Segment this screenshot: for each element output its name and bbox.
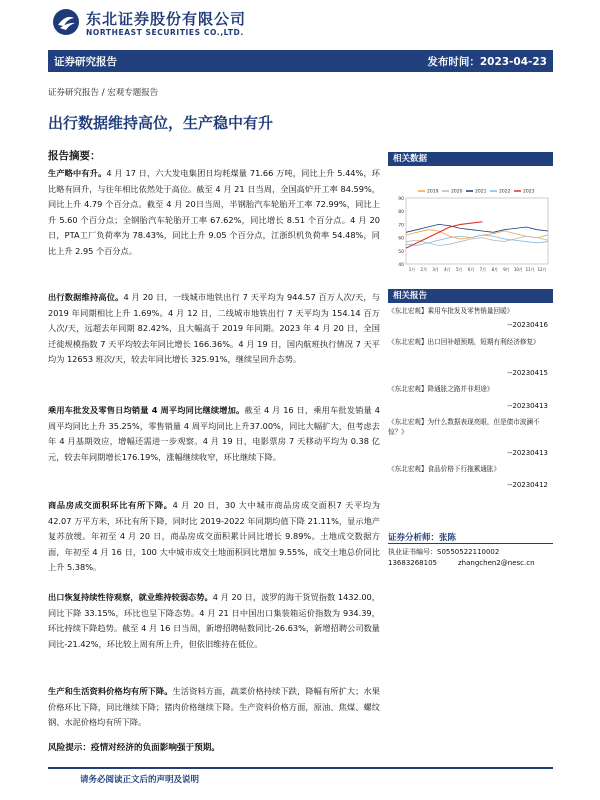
- related-report-item[interactable]: 《东北宏观】乘用车批发及零售销量回暖》: [388, 307, 514, 315]
- x-tick-label: 1月: [408, 267, 416, 272]
- related-data-heading: 相关数据: [388, 152, 553, 166]
- x-tick-label: 3月: [432, 267, 439, 272]
- paragraph-exports: [48, 590, 380, 652]
- paragraph-production: [48, 166, 380, 260]
- legend-label: 2022: [499, 189, 511, 195]
- company-name-en: NORTHEAST SECURITIES CO.,LTD.: [86, 28, 244, 37]
- related-report-item[interactable]: 《东北宏观】为什么数据表现亮眼，但是债市波澜不惊？》: [388, 418, 540, 436]
- paragraph-body: 4 月 20 日，波罗的海干货贸指数 1432.00，同比下降 33.15%，环比也呈下降态势。4 月 21 日中国出口集装箱运价指数为 934.39，环比持续下降趋势。截至 4 月 16 日当周，新增招聘帖数同比-26.63%，新增招聘公司数量同比-21.42%，环比较上周有所上升，但依旧维持在低位。: [48, 592, 380, 649]
- legend-label: 2023: [523, 189, 535, 195]
- risk-warning: 风险提示：疫情对经济的负面影响强于预期。: [48, 743, 220, 753]
- related-report-item[interactable]: 《东北宏观】降通胀之路并非坦途》: [388, 385, 494, 393]
- related-report-date: --20230413: [507, 402, 548, 410]
- y-tick-label: 60: [398, 236, 404, 242]
- x-tick-label: 7月: [479, 267, 487, 272]
- analyst-name: 证券分析师：张陈: [388, 533, 457, 543]
- y-tick-label: 70: [398, 223, 404, 229]
- y-tick-label: 80: [398, 210, 404, 216]
- x-tick-label: 10月: [513, 267, 523, 272]
- banner-report-type: 证券研究报告: [54, 56, 117, 68]
- paragraph-travel: [48, 290, 380, 368]
- footer-disclaimer: 请务必阅读正文后的声明及说明: [80, 775, 200, 785]
- legend-label: 2021: [475, 189, 487, 195]
- analyst-license: 执业证书编号：S0550522110002: [388, 548, 500, 556]
- legend-label: 2020: [451, 189, 463, 195]
- paragraph-body: 4 月 20 日，一线城市地铁出行 7 天平均为 944.57 百万人次/天，与 2019 年同期相比上升 1.69%。4 月 12 日，二线城市地铁出行 7 天平均为 154.14 百万人次/天，远超去年同期 82.42%，且大幅高于 2019 年同期。2023 年 4 月 20 日，全国迁徙规模指数 7 天平均较去年同比增长 166.36%。4 月 19 日，国内航班执行情况 7 天平均为 12653 班次/天，较去年同比增长 325.91%，继续呈回升态势。: [48, 292, 380, 365]
- page-title: 出行数据维持高位，生产稳中有升: [48, 114, 274, 132]
- company-name-cn: 东北证券股份有限公司: [86, 10, 247, 28]
- paragraph-body: 生活资料方面，蔬菜价格持续下跌，降幅有所扩大；水果价格环比下降，同比继续下降；猪肉价格继续下降。生产资料价格方面，原油、焦煤、螺纹钢、水泥价格均有所下降。: [48, 686, 380, 728]
- report-banner: [48, 50, 553, 72]
- series-line-2021: [406, 224, 548, 232]
- company-logo-icon: [52, 8, 80, 36]
- analyst-email: zhangchen2@nesc.cn: [458, 559, 535, 567]
- breadcrumb: 证券研究报告 / 宏观专题报告: [48, 88, 159, 98]
- paragraph-body: 4 月 20 日，30 大中城市商品房成交面积7 天平均为 42.07 万平方米，环比有所下降，同时比 2019-2022 年同期均值下降 21.11%，显示地产复苏放缓。年初至 4 月 20 日，商品房成交面积累计同比增长 9.89%。土地成交数据方面，年初至 4 月 16 日，100 大中城市成交土地面积同比增加 9.55%，成交土地总价同比上升 5.38%。: [48, 500, 380, 573]
- related-report-date: --20230412: [507, 481, 548, 489]
- analyst-divider: [388, 543, 553, 544]
- paragraph-lead: 乘用车批发及零售日均销量 4 周平均同比继续增加。: [48, 405, 245, 415]
- related-report-date: --20230416: [507, 321, 548, 329]
- paragraph-lead: 商品房成交面积环比有所下降。: [48, 500, 173, 510]
- x-tick-label: 9月: [503, 267, 510, 272]
- banner-publish-date: 发布时间：2023-04-23: [427, 56, 547, 68]
- paragraph-body: 4 月 17 日，六大发电集团日均耗煤量 71.66 万吨，同比上升 5.44%，环比略有回升，与往年相比依然处于高位。截至 4 月 21 日当周，全国高炉开工率 84.59%，同比上升 4.79 个百分点。截至 4 月 20日当周，半钢胎汽车轮胎开工率 72.99%，同比上升 5.60 个百分点；全钢胎汽车轮胎开工率 67.62%，同比增长 8.51 个百分点。4 月 20 日，PTA工厂负荷率为 78.43%，同比上升 9.05 个百分点，江浙织机负荷率 54.48%，同比上升 2.95 个百分点。: [48, 168, 380, 256]
- related-report-date: --20230413: [507, 449, 548, 457]
- paragraph-prices: [48, 684, 380, 731]
- y-tick-label: 50: [398, 249, 404, 255]
- paragraph-lead: 生产略中有升。: [48, 168, 107, 178]
- summary-heading: 报告摘要：: [48, 150, 101, 162]
- x-tick-label: 12月: [537, 267, 547, 272]
- x-tick-label: 4月: [444, 267, 451, 272]
- legend-label: 2019: [427, 189, 439, 195]
- related-reports-heading: 相关报告: [388, 289, 553, 303]
- paragraph-lead: 出行数据维持高位。: [48, 292, 124, 302]
- analyst-phone: 13683268105: [388, 559, 437, 567]
- paragraph-body: 截至 4 月 16 日，乘用车批发销量 4 周平均同比上升 35.25%，零售销量 4 周平均同比上升37.00%，同比大幅扩大，但考虑去年 4 月基期效应，增幅还需进一步观察。4 月 19 日，电影票房 7 天移动平均为 0.38 亿元，较去年同期增长176.19%，涨幅继续收窄，环比继续下降。: [48, 405, 380, 462]
- related-report-date: --20230415: [507, 369, 548, 377]
- series-line-2023: [406, 222, 482, 248]
- y-tick-label: 90: [398, 197, 404, 202]
- x-tick-label: 5月: [455, 267, 463, 272]
- related-report-item[interactable]: 《东北宏观】出口回补超预期，短期有利经济修复》: [388, 338, 540, 346]
- chart-frame: [406, 198, 548, 264]
- footer-divider: [48, 767, 553, 769]
- x-tick-label: 8月: [491, 267, 499, 272]
- x-tick-label: 11月: [525, 267, 535, 272]
- paragraph-auto-sales: [48, 403, 380, 465]
- y-tick-label: 40: [398, 263, 404, 268]
- paragraph-lead: 生产和生活资料价格均有所下降。: [48, 686, 173, 696]
- related-data-chart: [388, 184, 553, 278]
- x-tick-label: 6月: [467, 267, 475, 272]
- related-report-item[interactable]: 《东北宏观】食品价格下行拖累通胀》: [388, 465, 501, 473]
- x-tick-label: 2月: [420, 267, 428, 272]
- paragraph-real-estate: [48, 498, 380, 576]
- paragraph-lead: 出口恢复持续性待观察，就业维持较弱态势。: [48, 592, 213, 602]
